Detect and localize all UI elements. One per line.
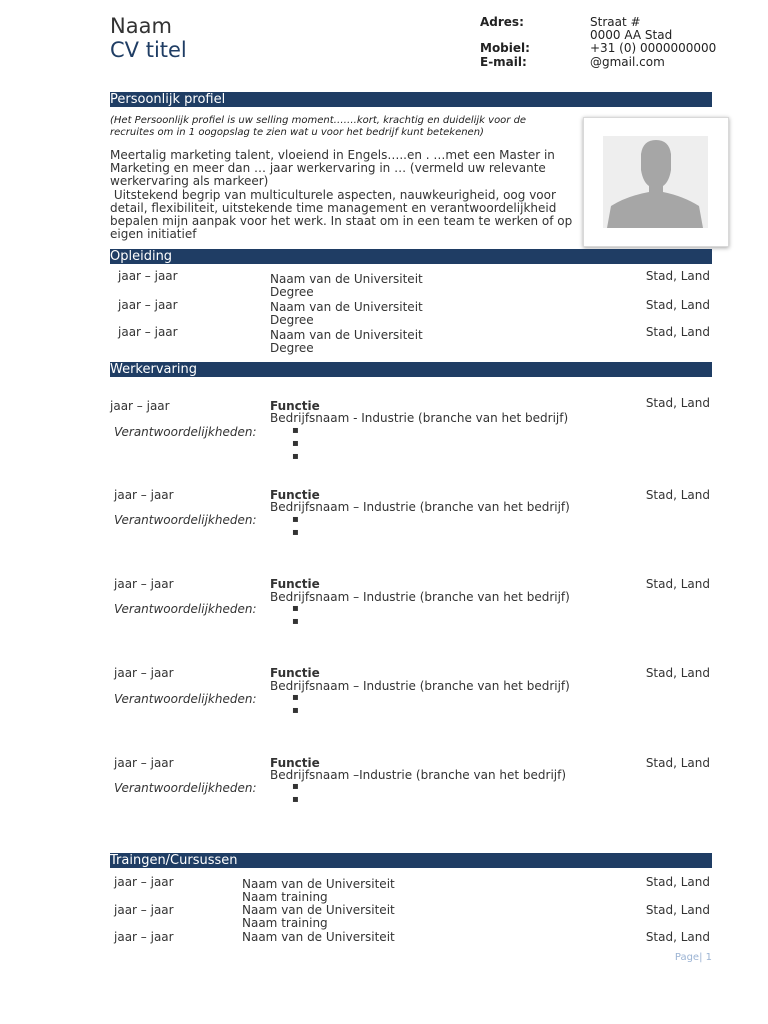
square-bullet-icon: ▪ xyxy=(292,794,299,805)
job-function: Functie xyxy=(270,756,320,770)
job-location: Stad, Land xyxy=(645,396,710,410)
job-location: Stad, Land xyxy=(645,756,710,770)
profile-photo xyxy=(583,117,729,247)
job-company: Bedrijfsnaam –Industrie (branche van het bedrijf) xyxy=(270,768,567,782)
training-location: Stad, Land xyxy=(645,930,710,944)
square-bullet-icon: ▪ xyxy=(292,425,299,436)
education-years: jaar – jaar xyxy=(118,269,178,283)
education-location: Stad, Land xyxy=(645,298,710,312)
section-heading-education: Opleiding xyxy=(110,249,173,264)
profile-line: Marketing en meer dan … jaar werkervaring in … (vermeld uw relevante xyxy=(110,161,546,176)
responsibilities-label: Verantwoordelijkheden: xyxy=(114,602,257,616)
square-bullet-icon: ▪ xyxy=(292,616,299,627)
training-school: Naam van de Universiteit xyxy=(242,877,395,891)
job-function: Functie xyxy=(270,399,320,413)
education-years: jaar – jaar xyxy=(118,298,178,312)
section-bar-education xyxy=(110,249,712,264)
profile-note-line: recruites om in 1 oogopslag te zien wat u voor het bedrijf kunt betekenen) xyxy=(110,127,484,138)
person-silhouette-icon xyxy=(603,136,708,228)
square-bullet-icon: ▪ xyxy=(292,438,299,449)
job-function: Functie xyxy=(270,666,320,680)
address-line2: 0000 AA Stad xyxy=(590,28,673,42)
job-years: jaar – jaar xyxy=(110,399,170,413)
profile-line: detail, flexibiliteit, uitstekende time management en verantwoordelijkheid xyxy=(110,200,557,215)
education-degree: Degree xyxy=(270,313,314,327)
square-bullet-icon: ▪ xyxy=(292,451,299,462)
section-heading-training: Traingen/Cursussen xyxy=(110,853,238,868)
profile-note-line: (Het Persoonlijk profiel is uw selling moment…….kort, krachtig en duidelijk voor de xyxy=(110,115,527,126)
job-company: Bedrijfsnaam – Industrie (branche van het bedrijf) xyxy=(270,679,570,693)
section-heading-experience: Werkervaring xyxy=(110,362,197,377)
profile-line: Meertalig marketing talent, vloeiend in Engels…..en . …met een Master in xyxy=(110,148,555,162)
job-company: Bedrijfsnaam - Industrie (branche van het bedrijf) xyxy=(270,411,569,425)
responsibilities-label: Verantwoordelijkheden: xyxy=(114,781,257,795)
responsibilities-label: Verantwoordelijkheden: xyxy=(114,513,257,527)
education-degree: Degree xyxy=(270,341,314,355)
cv-name: Naam xyxy=(110,14,172,38)
section-bar-profile xyxy=(110,92,712,107)
education-school: Naam van de Universiteit xyxy=(270,328,423,342)
job-company: Bedrijfsnaam – Industrie (branche van het bedrijf) xyxy=(270,590,570,604)
square-bullet-icon: ▪ xyxy=(292,527,299,538)
responsibilities-label: Verantwoordelijkheden: xyxy=(114,425,257,439)
job-years: jaar – jaar xyxy=(114,666,174,680)
profile-note xyxy=(110,115,570,139)
job-location: Stad, Land xyxy=(645,488,710,502)
training-location: Stad, Land xyxy=(645,903,710,917)
training-location: Stad, Land xyxy=(645,875,710,889)
address-label: Adres: xyxy=(480,15,524,29)
page-number: Page| 1 xyxy=(674,952,712,963)
section-heading-profile: Persoonlijk profiel xyxy=(110,92,226,107)
job-function: Functie xyxy=(270,488,320,502)
training-years: jaar – jaar xyxy=(114,930,174,944)
email-value[interactable]: @gmail.com xyxy=(590,55,665,69)
cv-title: CV titel xyxy=(110,38,187,62)
square-bullet-icon: ▪ xyxy=(292,705,299,716)
mobile-label: Mobiel: xyxy=(480,41,530,55)
job-years: jaar – jaar xyxy=(114,488,174,502)
training-course: Naam training xyxy=(242,916,328,930)
training-course: Naam training xyxy=(242,890,328,904)
training-years: jaar – jaar xyxy=(114,903,174,917)
job-years: jaar – jaar xyxy=(114,577,174,591)
training-years: jaar – jaar xyxy=(114,875,174,889)
job-location: Stad, Land xyxy=(645,666,710,680)
responsibilities-label: Verantwoordelijkheden: xyxy=(114,692,257,706)
education-location: Stad, Land xyxy=(645,269,710,283)
square-bullet-icon: ▪ xyxy=(292,514,299,525)
education-school: Naam van de Universiteit xyxy=(270,300,423,314)
education-location: Stad, Land xyxy=(645,325,710,339)
square-bullet-icon: ▪ xyxy=(292,692,299,703)
job-years: jaar – jaar xyxy=(114,756,174,770)
section-bar-training xyxy=(110,853,712,868)
training-school: Naam van de Universiteit xyxy=(242,903,395,917)
email-label: E-mail: xyxy=(480,55,527,69)
profile-line: werkervaring als markeer) xyxy=(110,174,269,189)
education-school: Naam van de Universiteit xyxy=(270,272,423,286)
profile-line: Uitstekend begrip van multiculturele aspecten, nauwkeurigheid, oog voor xyxy=(110,187,556,202)
address-line1: Straat # xyxy=(590,15,641,29)
mobile-value: +31 (0) 0000000000 xyxy=(590,41,717,55)
section-bar-experience xyxy=(110,362,712,377)
square-bullet-icon: ▪ xyxy=(292,781,299,792)
square-bullet-icon: ▪ xyxy=(292,603,299,614)
job-function: Functie xyxy=(270,577,320,591)
profile-line: bepalen mijn aanpak voor het werk. In staat om in een team te werken of op xyxy=(110,214,573,229)
profile-line: eigen initiatief xyxy=(110,227,197,242)
education-years: jaar – jaar xyxy=(118,325,178,339)
training-school: Naam van de Universiteit xyxy=(242,930,395,944)
job-location: Stad, Land xyxy=(645,577,710,591)
education-degree: Degree xyxy=(270,285,314,299)
profile-text xyxy=(110,149,578,241)
job-company: Bedrijfsnaam – Industrie (branche van het bedrijf) xyxy=(270,500,570,514)
